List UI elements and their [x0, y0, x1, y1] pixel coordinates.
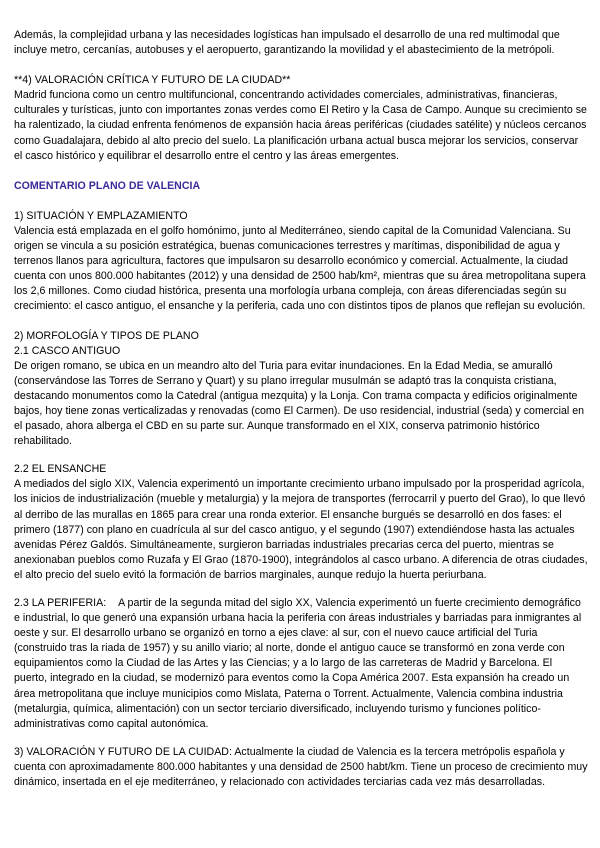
madrid-section4-title: **4) VALORACIÓN CRÍTICA Y FUTURO DE LA CIUDAD** — [14, 74, 291, 87]
valencia-s21-title: 2.1 CASCO ANTIGUO — [14, 344, 121, 357]
valencia-s3-text: Actualmente la ciudad de Valencia es la tercera metrópolis española y cuenta con aproximadamente 800.000 habitantes y una densidad de 2500 habt/km. Tiene un proceso de crecimiento muy dinámico, insertada en el eje mediterráneo, y relacionado con actividades terciarias cada vez más desarrolladas. — [14, 745, 588, 789]
valencia-s21-text: De origen romano, se ubica en un meandro alto del Turia para evitar inundaciones. En la Edad Media, se amuralló (conservándose las Torres de Serrano y Quart) y su plano irregular musulmán se adaptó tras la conquista cristiana, destacando monumentos como la Catedral (antigua mezquita) y la Lonja. Con trama compacta y edificios originalmente bajos, hoy tiene zonas verticalizadas y renovadas (como El Carmen). De uso residencial, industrial (seda) y comercial en el pasado, ahora alberga el CBD en su parte sur. Aunque transformado en el XIX, conserva patrimonio histórico rehabilitado. — [14, 359, 585, 448]
valencia-s3-paragraph — [14, 745, 588, 790]
madrid-intro-paragraph: Además, la complejidad urbana y las necesidades logísticas han impulsado el desarrollo de una red multimodal que incluye metro, cercanías, autobuses y el aeropuerto, garantizando la movilidad y el abastecimiento de la metrópoli. — [14, 29, 560, 57]
valencia-s23-text: A partir de la segunda mitad del siglo XX, Valencia experimentó un fuerte crecimiento demográfico e industrial, lo que generó una expansión urbana hacia la periferia con áreas industriales y barriadas para inmigrantes al oeste y sur. El desarrollo urbano se organizó en torno a ejes clave: al sur, con el nuevo cauce artificial del Turia (construido tras la riada de 1957) y su anillo viario; al norte, donde el antiguo cauce se transformó en zona verde con equipamientos como la Ciudad de las Artes y las Ciencias; y a lo largo de las carreteras de Madrid y Barcelona. El puerto, integrado en la ciudad, se modernizó para eventos como la Copa América 2007. Esta expansión ha creado un área metropolitana que incluye municipios como Mislata, Paterna o Torrent. Actualmente, Valencia combina industria (metalurgia, química, alimentación) con un sector terciario diversificado, incluyendo turismo y funciones político-administrativas como capital autonómica. — [14, 597, 582, 730]
valencia-s1-text: Valencia está emplazada en el golfo homónimo, junto al Mediterráneo, siendo capital de la Comunidad Valenciana. Su origen se vincula a su posición estratégica, buenas comunicaciones terrestres y marítimas, disponibilidad de agua y terrenos llanos para agricultura, factores que impulsaron su desarrollo económico y comercial. Actualmente, la ciudad cuenta con unos 800.000 habitantes (2012) y una densidad de 2500 hab/km², mientras que su área metropolitana supera los 2,6 millones. Como ciudad histórica, presenta una morfología urbana compleja, con áreas diferenciadas según su crecimiento: el casco antiguo, el ensanche y la periferia, cada uno con distintos tipos de planos que reflejan su evolución. — [14, 224, 586, 313]
valencia-s22-title: 2.2 EL ENSANCHE — [14, 463, 107, 476]
document-page — [14, 28, 588, 790]
valencia-s1-title: 1) SITUACIÓN Y EMPLAZAMIENTO — [14, 209, 188, 222]
valencia-s23-title: 2.3 LA PERIFERIA: — [14, 597, 107, 609]
valencia-s22-text: A mediados del siglo XIX, Valencia experimentó un importante crecimiento urbano impulsado por la prosperidad agrícola, los inicios de industrialización (mueble y metalurgia) y la mejora de transportes (ferrocarril y puerto del Grao), lo que llevó al derribo de las murallas en 1865 para crear una ronda exterior. El ensanche burgués se desarrolló en dos fases: el primero (1877) con plano en cuadrícula al sur del casco antiguo, y el segundo (1907) extendiéndose hasta las actuales avenidas Pérez Galdós. Simultáneamente, surgieron barriadas industriales precarias cerca del puerto, mientras se anexionaban pueblos como Ruzafa y El Grao (1870-1900), integrándolos al casco urbano. A diferencia de otras ciudades, el alto precio del suelo evitó la formación de barrios marginales, aunque redujo la huerta periurbana. — [14, 478, 588, 581]
valencia-s23-paragraph — [14, 596, 588, 732]
madrid-section4-text: Madrid funciona como un centro multifuncional, concentrando actividades comerciales, administrativas, financieras, culturales y turísticas, junto con importantes zonas verdes como El Retiro y la Casa de Campo. Aunque su crecimiento se ha ralentizado, la ciudad enfrenta fenómenos de expansión hacia áreas periféricas (ciudades satélite) y núcleos cercanos como Guadalajara, debido al alto precio del suelo. La planificación urbana actual busca mejorar los servicios, conservar el casco histórico y equilibrar el desarrollo entre el centro y las áreas emergentes. — [14, 89, 587, 162]
valencia-s3-title: 3) VALORACIÓN Y FUTURO DE LA CUIDAD: — [14, 745, 232, 758]
valencia-s2-title: 2) MORFOLOGÍA Y TIPOS DE PLANO — [14, 329, 199, 342]
valencia-heading: COMENTARIO PLANO DE VALENCIA — [14, 179, 201, 192]
